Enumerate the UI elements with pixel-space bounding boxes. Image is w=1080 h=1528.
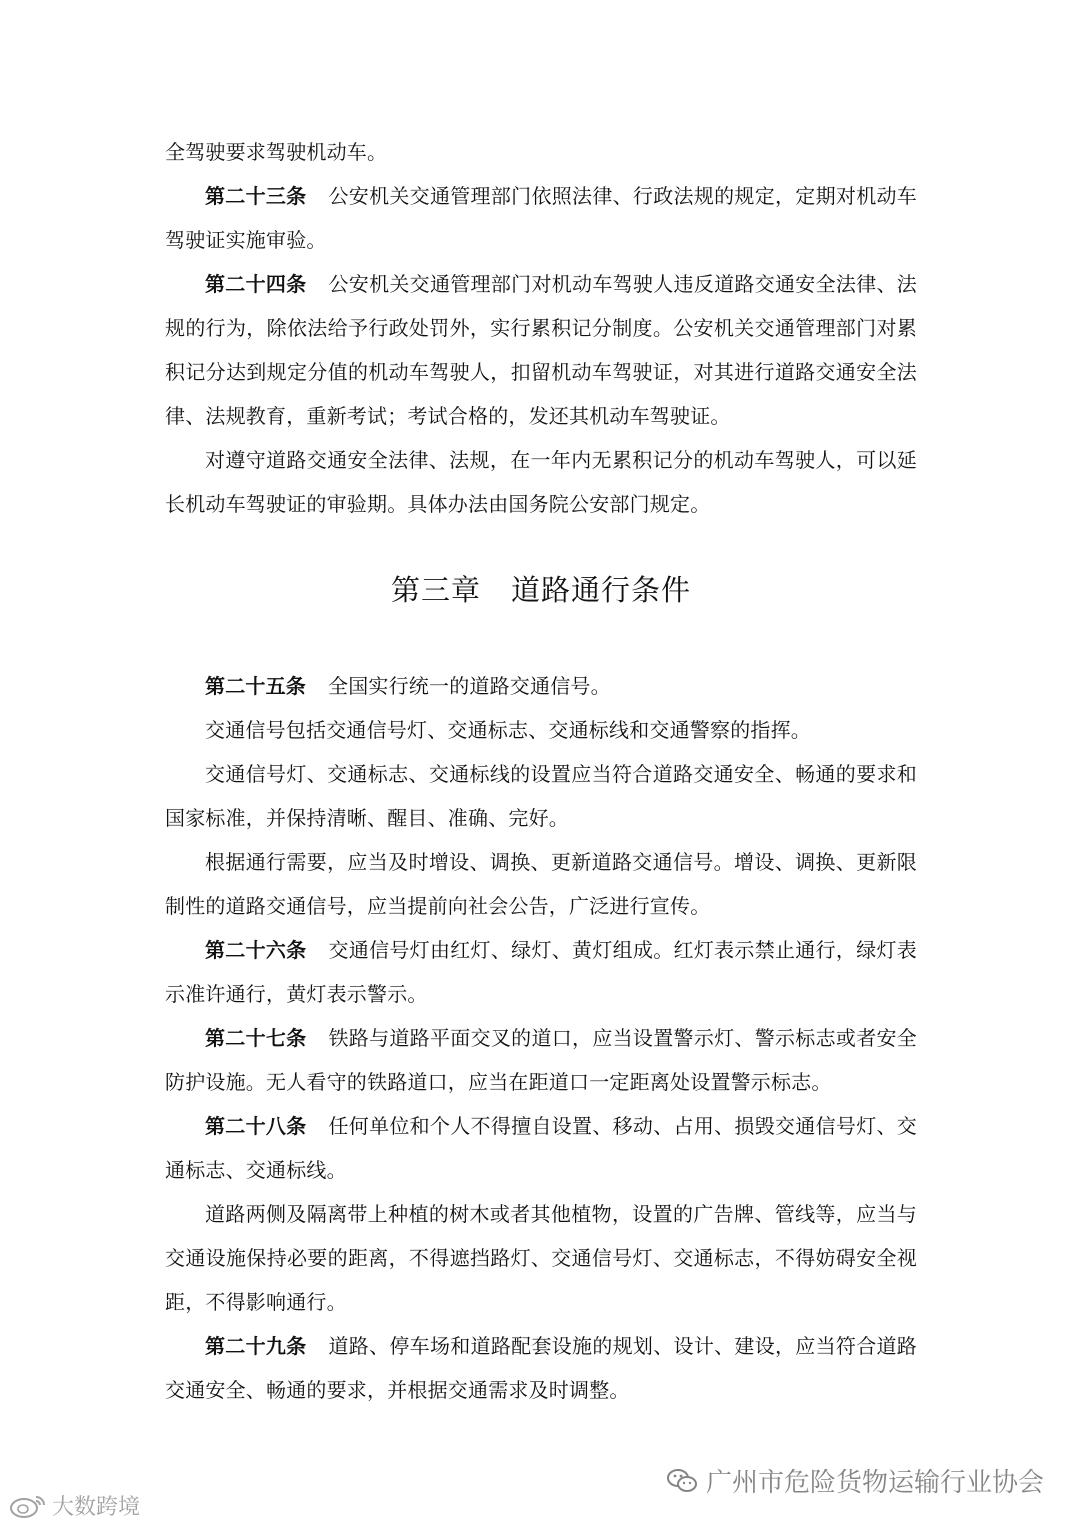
article-25-paragraph-4: 根据通行需要，应当及时增设、调换、更新道路交通信号。增设、调换、更新限制性的道路交通信号，应当提前向社会公告，广泛进行宣传。: [165, 850, 917, 918]
article-25-paragraph-2: 交通信号包括交通信号灯、交通标志、交通标线和交通警察的指挥。: [205, 718, 811, 742]
article-25-paragraph-3: 交通信号灯、交通标志、交通标线的设置应当符合道路交通安全、畅通的要求和国家标准，并保持清晰、醒目、准确、完好。: [165, 762, 917, 830]
article-28-paragraph-2: 道路两侧及隔离带上种植的树木或者其他植物，设置的广告牌、管线等，应当与交通设施保持必要的距离，不得遮挡路灯、交通信号灯、交通标志，不得妨碍安全视距，不得影响通行。: [165, 1202, 917, 1314]
article-24: [165, 262, 917, 438]
source-watermark: [8, 1490, 140, 1521]
chapter-number: 第三章: [390, 573, 481, 607]
article-23: [165, 174, 917, 262]
chapter-heading: [165, 570, 917, 610]
wechat-icon: [666, 1467, 698, 1495]
chapter-title: 道路通行条件: [511, 573, 692, 607]
article-26: [165, 928, 917, 1016]
source-text: 大数跨境: [52, 1495, 141, 1520]
article-text: 全国实行统一的道路交通信号。: [328, 674, 611, 698]
article-27: [165, 1016, 917, 1104]
wechat-watermark: [666, 1462, 1044, 1499]
watermark-text: 广州市危险货物运输行业协会: [705, 1468, 1044, 1498]
article-text: 公安机关交通管理部门依照法律、行政法规的规定，定期对机动车驾驶证实施审验。: [165, 184, 917, 252]
article-text: 交通信号灯由红灯、绿灯、黄灯组成。红灯表示禁止通行，绿灯表示准许通行，黄灯表示警示。: [165, 938, 917, 1006]
article-label: 第二十五条: [205, 674, 306, 698]
article-label: 第二十六条: [205, 938, 307, 962]
article-text: 铁路与道路平面交叉的道口，应当设置警示灯、警示标志或者安全防护设施。无人看守的铁路道口，应当在距道口一定距离处设置警示标志。: [165, 1026, 917, 1094]
article-text: 道路、停车场和道路配套设施的规划、设计、建设，应当符合道路交通安全、畅通的要求，并根据交通需求及时调整。: [165, 1334, 917, 1402]
article-label: 第二十八条: [205, 1114, 307, 1138]
article-label: 第二十四条: [205, 272, 307, 296]
article-25: [165, 664, 917, 708]
paragraph-continuation: 全驾驶要求驾驶机动车。: [165, 140, 388, 164]
article-label: 第二十七条: [205, 1026, 307, 1050]
weibo-icon: [8, 1493, 48, 1519]
article-text: 公安机关交通管理部门对机动车驾驶人违反道路交通安全法律、法规的行为，除依法给予行政处罚外，实行累积记分制度。公安机关交通管理部门对累积记分达到规定分值的机动车驾驶人，扣留机动车驾驶证，对其进行道路交通安全法律、法规教育，重新考试；考试合格的，发还其机动车驾驶证。: [165, 272, 917, 428]
article-label: 第二十三条: [205, 184, 307, 208]
article-29: [165, 1324, 917, 1412]
article-text: 任何单位和个人不得擅自设置、移动、占用、损毁交通信号灯、交通标志、交通标线。: [165, 1114, 917, 1182]
article-24-paragraph-2: 对遵守道路交通安全法律、法规，在一年内无累积记分的机动车驾驶人，可以延长机动车驾驶证的审验期。具体办法由国务院公安部门规定。: [165, 448, 917, 516]
article-28: [165, 1104, 917, 1192]
document-body: [165, 130, 917, 1412]
article-label: 第二十九条: [205, 1334, 307, 1358]
